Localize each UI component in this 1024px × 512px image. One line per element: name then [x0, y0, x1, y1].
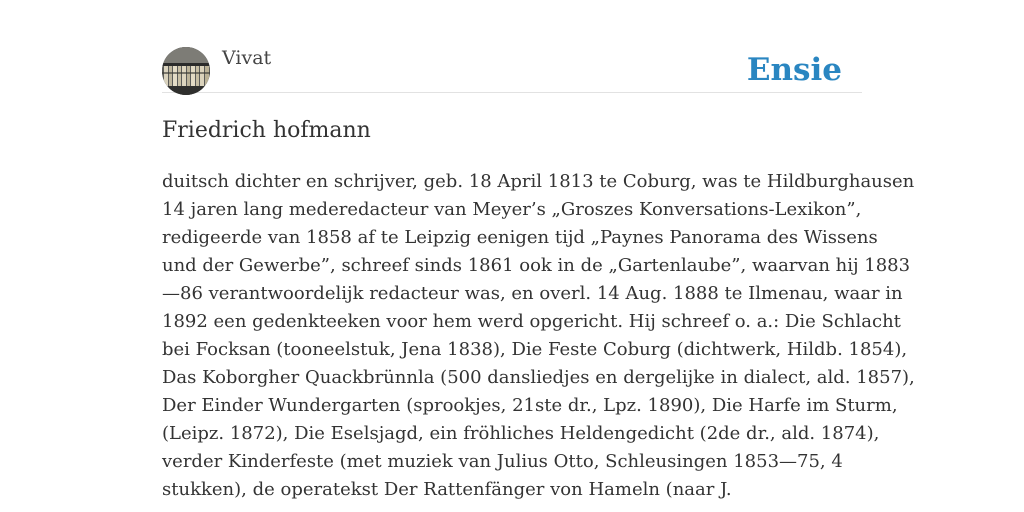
site-name[interactable]: Vivat — [222, 47, 272, 69]
body-line: redigeerde van 1858 af te Leipzig eenigen tijd „Paynes Panorama des Wissens — [162, 227, 878, 248]
avatar[interactable] — [162, 47, 210, 95]
page-title: Friedrich hofmann — [162, 118, 371, 143]
body-line: 1892 een gedenkteeken voor hem werd opgericht. Hij schreef o. a.: Die Schlacht — [162, 311, 901, 332]
body-line: bei Focksan (tooneelstuk, Jena 1838), Die Feste Coburg (dichtwerk, Hildb. 1854), — [162, 339, 908, 360]
body-line: stukken), de operatekst Der Rattenfänger von Hameln (naar J. — [162, 479, 732, 500]
site-header — [162, 46, 862, 93]
body-line: Das Koborgher Quackbrünnla (500 dansliedjes en dergelijke in dialect, ald. 1857), — [162, 367, 915, 388]
body-line: duitsch dichter en schrijver, geb. 18 April 1813 te Coburg, was te Hildburghausen — [162, 171, 915, 192]
brand-logo[interactable]: Ensie — [746, 52, 842, 88]
body-line: verder Kinderfeste (met muziek van Julius Otto, Schleusingen 1853—75, 4 — [162, 451, 843, 472]
body-line: —86 verantwoordelijk redacteur was, en overl. 14 Aug. 1888 te Ilmenau, waar in — [162, 283, 903, 304]
book-spines-icon — [162, 47, 210, 95]
body-line: Der Einder Wundergarten (sprookjes, 21ste dr., Lpz. 1890), Die Harfe im Sturm, — [162, 395, 898, 416]
body-line: 14 jaren lang mederedacteur van Meyer’s „Groszes Konversations-Lexikon”, — [162, 199, 862, 220]
body-line: und der Gewerbe”, schreef sinds 1861 ook in de „Gartenlaube”, waarvan hij 1883 — [162, 255, 911, 276]
body-line: (Leipz. 1872), Die Eselsjagd, ein fröhliches Heldengedicht (2de dr., ald. 1874), — [162, 423, 880, 444]
article-body — [162, 168, 915, 504]
